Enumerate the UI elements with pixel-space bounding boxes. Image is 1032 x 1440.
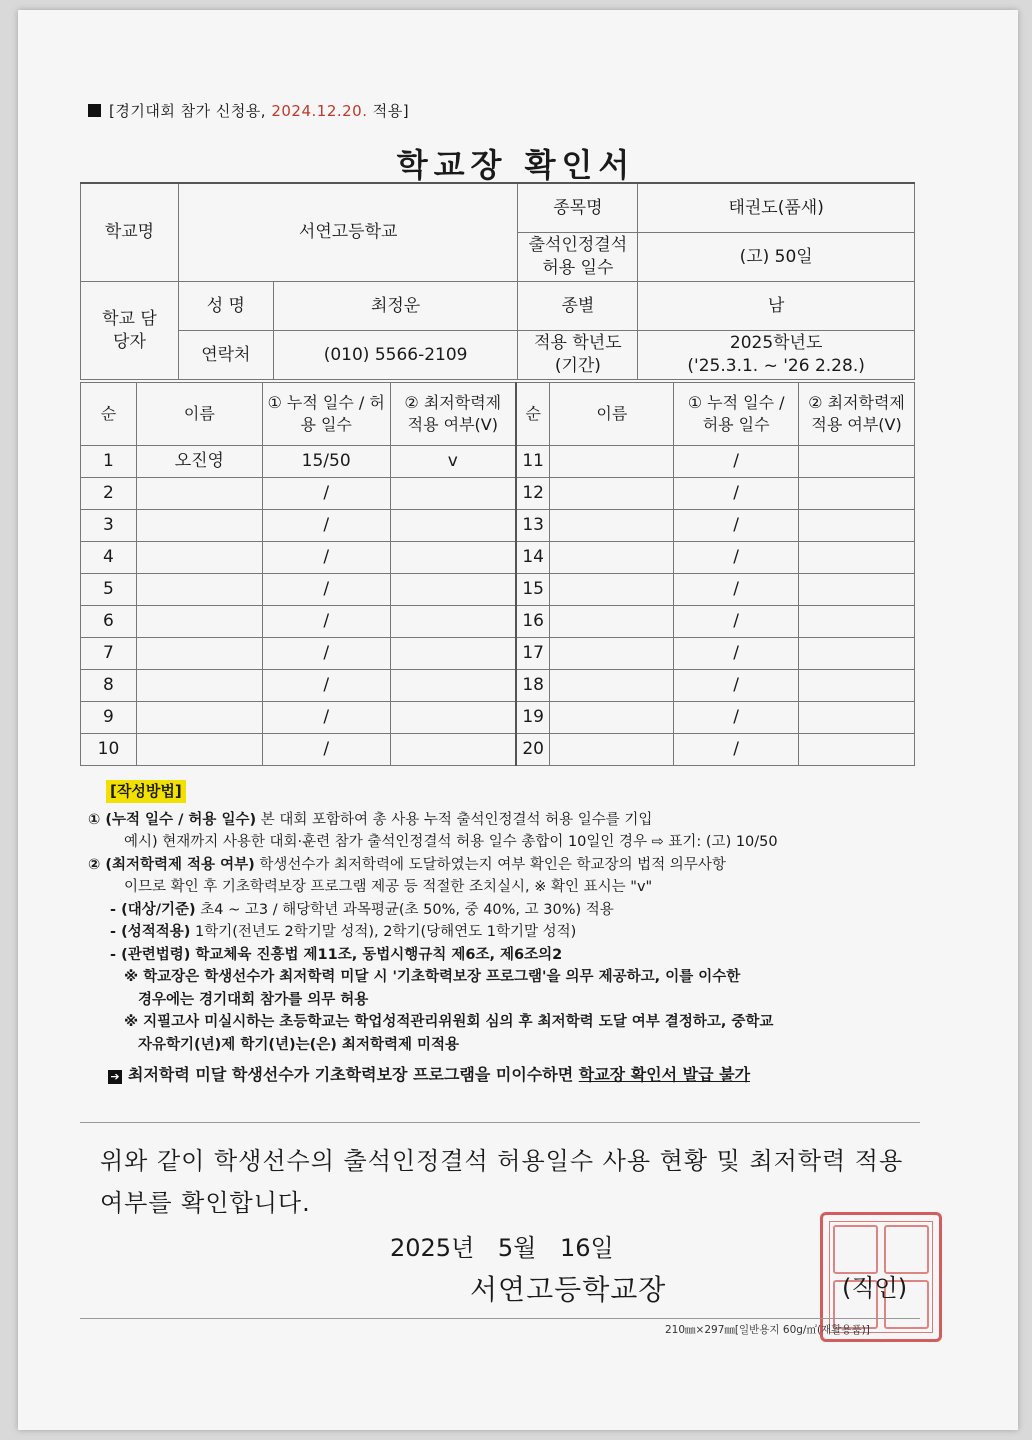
cell-days: / xyxy=(674,670,799,702)
cell-no: 7 xyxy=(81,638,137,670)
gender-label: 종별 xyxy=(518,282,638,331)
cell-days: / xyxy=(674,702,799,734)
cell-no: 2 xyxy=(81,478,137,510)
cell-days: 15/50 xyxy=(262,446,390,478)
cell-name xyxy=(136,702,262,734)
absence-value: (고) 50일 xyxy=(638,233,915,282)
cell-no: 12 xyxy=(516,478,550,510)
school-value: 서연고등학교 xyxy=(178,183,518,282)
cell-min xyxy=(390,638,516,670)
cell-name xyxy=(550,606,674,638)
divider xyxy=(80,1318,920,1319)
cell-days: / xyxy=(674,542,799,574)
table-row xyxy=(81,574,915,606)
cell-min xyxy=(799,702,915,734)
year-cell xyxy=(638,331,915,380)
cell-min xyxy=(799,638,915,670)
header-no: 순 xyxy=(516,383,550,446)
date-day: 16일 xyxy=(560,1234,614,1262)
cell-days: / xyxy=(262,542,390,574)
cell-no: 8 xyxy=(81,670,137,702)
table-row xyxy=(81,510,915,542)
final-underline: 학교장 확인서 발급 불가 xyxy=(578,1065,751,1084)
table-row xyxy=(81,638,915,670)
year-label: 적용 학년도 (기간) xyxy=(518,331,638,380)
cell-name: 오진영 xyxy=(136,446,262,478)
signer: 서연고등학교장 xyxy=(470,1273,667,1306)
manager-label: 학교 담당자 xyxy=(81,282,179,380)
cell-name xyxy=(550,510,674,542)
cell-min xyxy=(390,606,516,638)
athlete-list-table xyxy=(80,382,915,766)
cell-name xyxy=(136,574,262,606)
cell-days: / xyxy=(674,478,799,510)
cell-min xyxy=(799,446,915,478)
cell-days: / xyxy=(262,734,390,766)
arrow-right-icon: ➔ xyxy=(108,1070,122,1084)
cell-min xyxy=(390,542,516,574)
note-1: ※ 학교장은 학생선수가 최저학력 미달 시 '기초학력보장 프로그램'을 의무 제공하고, 이를 이수한 xyxy=(124,969,741,985)
contact-label: 연락처 xyxy=(178,331,273,380)
cell-name xyxy=(550,446,674,478)
cell-no: 15 xyxy=(516,574,550,606)
gender-value: 남 xyxy=(638,282,915,331)
sport-label: 종목명 xyxy=(518,183,638,233)
cell-no: 18 xyxy=(516,670,550,702)
cell-min xyxy=(799,542,915,574)
cell-days: / xyxy=(262,478,390,510)
year-value: 2025학년도 xyxy=(729,333,823,354)
instr-2-cont: 이므로 확인 후 기초학력보장 프로그램 제공 등 적절한 조치실시, ※ 확인 표시는 "v" xyxy=(124,879,653,895)
header-days: ① 누적 일수 / 허용 일수 xyxy=(674,383,799,446)
table-row xyxy=(81,734,915,766)
cell-name xyxy=(136,670,262,702)
header-days: ① 누적 일수 / 허용 일수 xyxy=(262,383,390,446)
header-note-prefix: [경기대회 참가 신청용, xyxy=(109,102,272,120)
header-note xyxy=(88,100,409,121)
detail-1-label: - (대상/기준) xyxy=(110,901,196,918)
cell-name xyxy=(136,734,262,766)
cell-min xyxy=(390,670,516,702)
instr-1-label: ① (누적 일수 / 허용 일수) xyxy=(88,811,257,828)
header-min: ② 최저학력제 적용 여부(V) xyxy=(799,383,915,446)
cell-name xyxy=(550,638,674,670)
header-no: 순 xyxy=(81,383,137,446)
cell-no: 9 xyxy=(81,702,137,734)
cell-no: 4 xyxy=(81,542,137,574)
cell-name xyxy=(136,478,262,510)
cell-days: / xyxy=(262,670,390,702)
cell-days: / xyxy=(262,606,390,638)
issue-date xyxy=(390,1228,626,1263)
cell-min xyxy=(799,510,915,542)
instr-2-label: ② (최저학력제 적용 여부) xyxy=(88,856,255,873)
cell-min xyxy=(390,702,516,734)
cell-name xyxy=(550,702,674,734)
absence-label: 출석인정결석 허용 일수 xyxy=(518,233,638,282)
table-row xyxy=(81,446,915,478)
table-row xyxy=(81,542,915,574)
cell-name xyxy=(550,670,674,702)
header-note-date: 2024.12.20. xyxy=(271,102,368,120)
detail-2-text: 1학기(전년도 2학기말 성적), 2학기(당해연도 1학기말 성적) xyxy=(190,924,577,940)
cell-days: / xyxy=(674,606,799,638)
instr-2-text: 학생선수가 최저학력에 도달하였는지 여부 확인은 학교장의 법적 의무사항 xyxy=(254,856,726,873)
note-1-cont: 경우에는 경기대회 참가를 의무 허용 xyxy=(138,991,369,1008)
cell-days: / xyxy=(262,574,390,606)
cell-days: / xyxy=(262,510,390,542)
detail-2-label: - (성적적용) xyxy=(110,924,191,940)
cell-name xyxy=(136,606,262,638)
divider xyxy=(80,1122,920,1123)
note-2-cont: 자유학기(년)제 학기(년)는(은) 최저학력제 미적용 xyxy=(138,1036,460,1053)
cell-name xyxy=(550,574,674,606)
header-name: 이름 xyxy=(136,383,262,446)
cell-days: / xyxy=(674,510,799,542)
detail-1-text: 초4 ~ 고3 / 해당학년 과목평균(초 50%, 중 40%, 고 30%) 적용 xyxy=(195,901,614,918)
date-month: 5월 xyxy=(497,1234,537,1262)
table-row xyxy=(81,478,915,510)
cell-min xyxy=(799,670,915,702)
cell-min xyxy=(390,734,516,766)
name-label: 성 명 xyxy=(178,282,273,331)
square-bullet-icon xyxy=(88,104,101,117)
cell-min xyxy=(799,606,915,638)
paper-spec-footer: 210㎜×297㎜[일반용지 60g/㎡(재활용품)] xyxy=(665,1324,870,1336)
date-year: 2025년 xyxy=(390,1234,475,1262)
cell-no: 5 xyxy=(81,574,137,606)
header-name: 이름 xyxy=(550,383,674,446)
cell-days: / xyxy=(674,446,799,478)
cell-name xyxy=(136,542,262,574)
cell-days: / xyxy=(674,734,799,766)
cell-name xyxy=(550,734,674,766)
detail-3: - (관련법령) 학교체육 진흥법 제11조, 동법시행규칙 제6조, 제6조의2 xyxy=(110,946,563,963)
cell-days: / xyxy=(674,574,799,606)
cell-min xyxy=(799,734,915,766)
cell-no: 17 xyxy=(516,638,550,670)
cell-no: 6 xyxy=(81,606,137,638)
cell-days: / xyxy=(262,638,390,670)
school-label: 학교명 xyxy=(81,183,179,282)
cell-no: 1 xyxy=(81,446,137,478)
cell-min: v xyxy=(390,446,516,478)
cell-min xyxy=(799,574,915,606)
cell-min xyxy=(390,574,516,606)
cell-name xyxy=(550,478,674,510)
instr-1-example: 예시) 현재까지 사용한 대회·훈련 참가 출석인정결석 허용 일수 총합이 10일인 경우 ⇨ 표기: (고) 10/50 xyxy=(124,834,778,850)
seal-label: (직인) xyxy=(842,1274,908,1302)
cell-no: 19 xyxy=(516,702,550,734)
cell-min xyxy=(390,478,516,510)
cell-min xyxy=(799,478,915,510)
cell-days: / xyxy=(262,702,390,734)
instructions xyxy=(88,780,928,1087)
instructions-badge: [작성방법] xyxy=(106,780,186,803)
table-row xyxy=(81,702,915,734)
final-notice xyxy=(88,1064,928,1087)
cell-name xyxy=(550,542,674,574)
info-table xyxy=(80,182,915,380)
table-row xyxy=(81,670,915,702)
page-title: 학교장 확인서 xyxy=(396,146,636,184)
cell-no: 13 xyxy=(516,510,550,542)
cell-days: / xyxy=(674,638,799,670)
header-min: ② 최저학력제 적용 여부(V) xyxy=(390,383,516,446)
cell-no: 11 xyxy=(516,446,550,478)
period-value: ('25.3.1. ~ '26 2.28.) xyxy=(687,356,865,376)
name-value: 최정운 xyxy=(273,282,518,331)
cell-no: 16 xyxy=(516,606,550,638)
cell-no: 20 xyxy=(516,734,550,766)
cell-name xyxy=(136,510,262,542)
table-row xyxy=(81,606,915,638)
confirm-statement: 위와 같이 학생선수의 출석인정결석 허용일수 사용 현황 및 최저학력 적용 여부를 확인합니다. xyxy=(100,1147,904,1217)
contact-value: (010) 5566-2109 xyxy=(273,331,518,380)
cell-min xyxy=(390,510,516,542)
cell-no: 3 xyxy=(81,510,137,542)
header-note-suffix: 적용] xyxy=(367,102,410,120)
cell-name xyxy=(136,638,262,670)
instr-1-text: 본 대회 포함하여 총 사용 누적 출석인정결석 허용 일수를 기입 xyxy=(256,811,653,828)
cell-no: 10 xyxy=(81,734,137,766)
sport-value: 태권도(품새) xyxy=(638,183,915,233)
final-text: 최저학력 미달 학생선수가 기초학력보장 프로그램을 미이수하면 xyxy=(128,1065,579,1084)
cell-no: 14 xyxy=(516,542,550,574)
note-2: ※ 지필고사 미실시하는 초등학교는 학업성적관리위원회 심의 후 최저학력 도달 여부 결정하고, 중학교 xyxy=(124,1014,774,1030)
